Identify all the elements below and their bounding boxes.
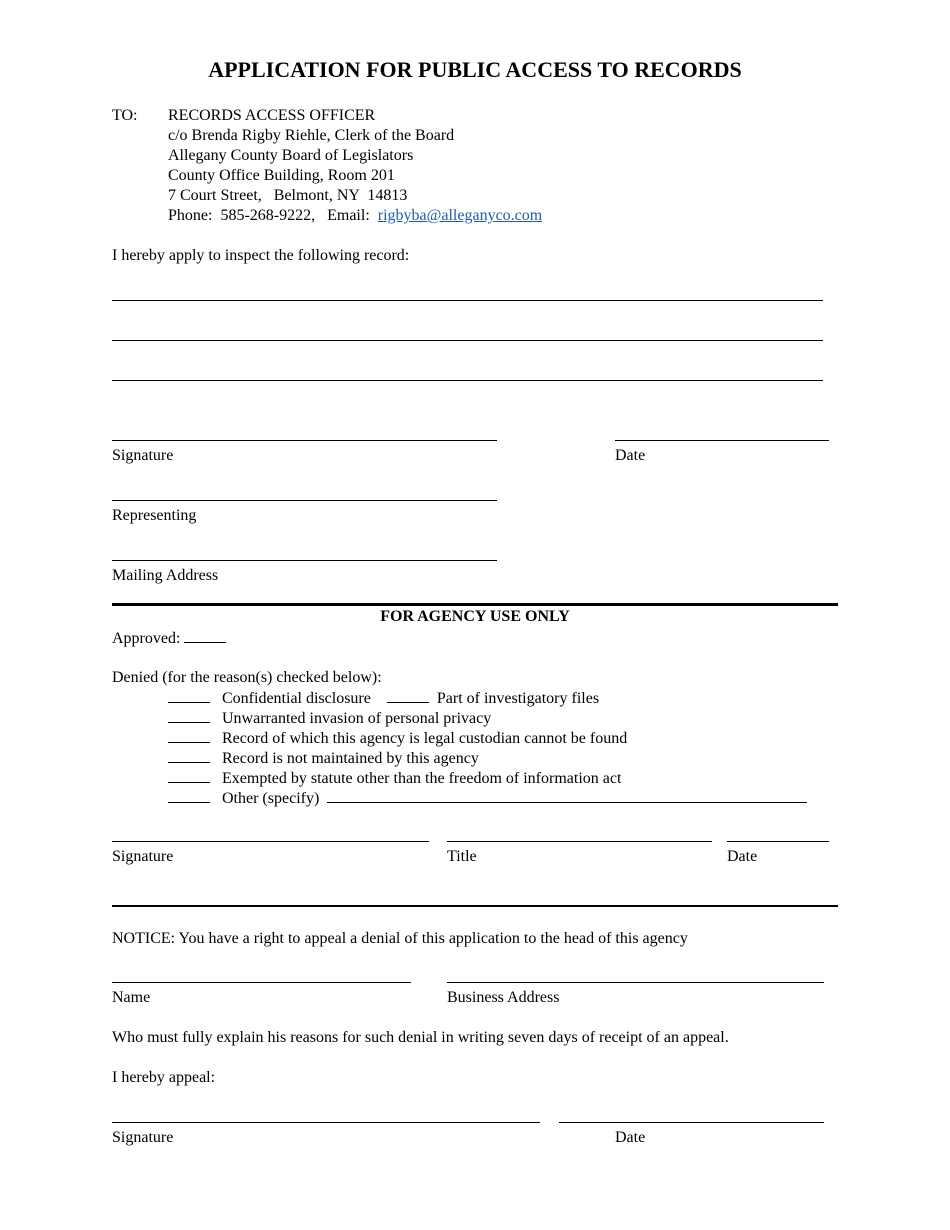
agency-signature-line[interactable] — [112, 841, 429, 842]
applicant-date-line[interactable] — [615, 440, 829, 441]
name-label: Name — [112, 989, 151, 1006]
reason-privacy: Unwarranted invasion of personal privacy — [222, 710, 492, 727]
denied-label: Denied (for the reason(s) checked below): — [112, 669, 382, 686]
agency-divider — [112, 603, 838, 606]
reason-custodian: Record of which this agency is legal custodian cannot be found — [222, 730, 628, 747]
agency-header: FOR AGENCY USE ONLY — [380, 608, 570, 625]
name-line[interactable] — [112, 982, 411, 983]
reason-exempted: Exempted by statute other than the freedom of information act — [222, 770, 622, 787]
reason-other-specify-line[interactable] — [327, 788, 807, 803]
approved-label: Approved: — [112, 630, 181, 647]
notice-divider — [112, 905, 838, 907]
record-line-1[interactable] — [112, 300, 823, 301]
address-line-5: 7 Court Street, Belmont, NY 14813 — [168, 187, 408, 204]
agency-date-label: Date — [727, 848, 758, 865]
agency-title-line[interactable] — [447, 841, 712, 842]
reason-not-maintained: Record is not maintained by this agency — [222, 750, 479, 767]
reason-custodian-blank[interactable] — [168, 728, 210, 743]
address-line-3: Allegany County Board of Legislators — [168, 147, 414, 164]
mailing-address-line[interactable] — [112, 560, 497, 561]
approved-blank[interactable] — [184, 628, 226, 643]
reason-other: Other (specify) — [222, 790, 320, 807]
contact-line — [168, 206, 542, 226]
appeal-signature-line[interactable] — [112, 1122, 540, 1123]
address-line-2: c/o Brenda Rigby Riehle, Clerk of the Board — [168, 127, 455, 144]
notice-text: NOTICE: You have a right to appeal a denial of this application to the head of this agency — [112, 930, 688, 947]
page-title: APPLICATION FOR PUBLIC ACCESS TO RECORDS — [208, 57, 742, 82]
business-address-label: Business Address — [447, 989, 560, 1006]
reason-row-3 — [168, 728, 627, 749]
reason-not-maintained-blank[interactable] — [168, 748, 210, 763]
reason-row-5 — [168, 768, 621, 789]
apply-text: I hereby apply to inspect the following record: — [112, 247, 410, 264]
email-link[interactable]: rigbyba@alleganyco.com — [377, 207, 543, 224]
address-line-1: RECORDS ACCESS OFFICER — [168, 107, 376, 124]
representing-label: Representing — [112, 507, 197, 524]
reason-privacy-blank[interactable] — [168, 708, 210, 723]
mailing-address-label: Mailing Address — [112, 567, 219, 584]
appeal-date-line[interactable] — [559, 1122, 824, 1123]
representing-line[interactable] — [112, 500, 497, 501]
agency-title-label: Title — [447, 848, 477, 865]
reason-investigatory: Part of investigatory files — [436, 690, 600, 707]
reason-investigatory-blank[interactable] — [387, 688, 429, 703]
reason-other-blank[interactable] — [168, 788, 210, 803]
agency-signature-label: Signature — [112, 848, 174, 865]
record-line-3[interactable] — [112, 380, 823, 381]
applicant-signature-label: Signature — [112, 447, 174, 464]
reason-row-4 — [168, 748, 479, 769]
applicant-signature-line[interactable] — [112, 440, 497, 441]
reason-row-1 — [168, 688, 599, 709]
agency-date-line[interactable] — [727, 841, 829, 842]
business-address-line[interactable] — [447, 982, 824, 983]
reason-row-2 — [168, 708, 491, 729]
to-label: TO: — [112, 107, 138, 124]
approved-row — [112, 628, 226, 649]
appeal-text: I hereby appeal: — [112, 1069, 216, 1086]
appeal-date-label: Date — [615, 1129, 646, 1146]
address-line-4: County Office Building, Room 201 — [168, 167, 395, 184]
reason-confidential-blank[interactable] — [168, 688, 210, 703]
reason-row-6 — [168, 788, 807, 809]
applicant-date-label: Date — [615, 447, 646, 464]
phone-text: Phone: 585-268-9222, Email: — [168, 207, 378, 224]
reason-exempted-blank[interactable] — [168, 768, 210, 783]
reason-confidential: Confidential disclosure — [222, 690, 371, 707]
record-line-2[interactable] — [112, 340, 823, 341]
explain-text: Who must fully explain his reasons for such denial in writing seven days of receipt of an appeal. — [112, 1029, 729, 1046]
appeal-signature-label: Signature — [112, 1129, 174, 1146]
